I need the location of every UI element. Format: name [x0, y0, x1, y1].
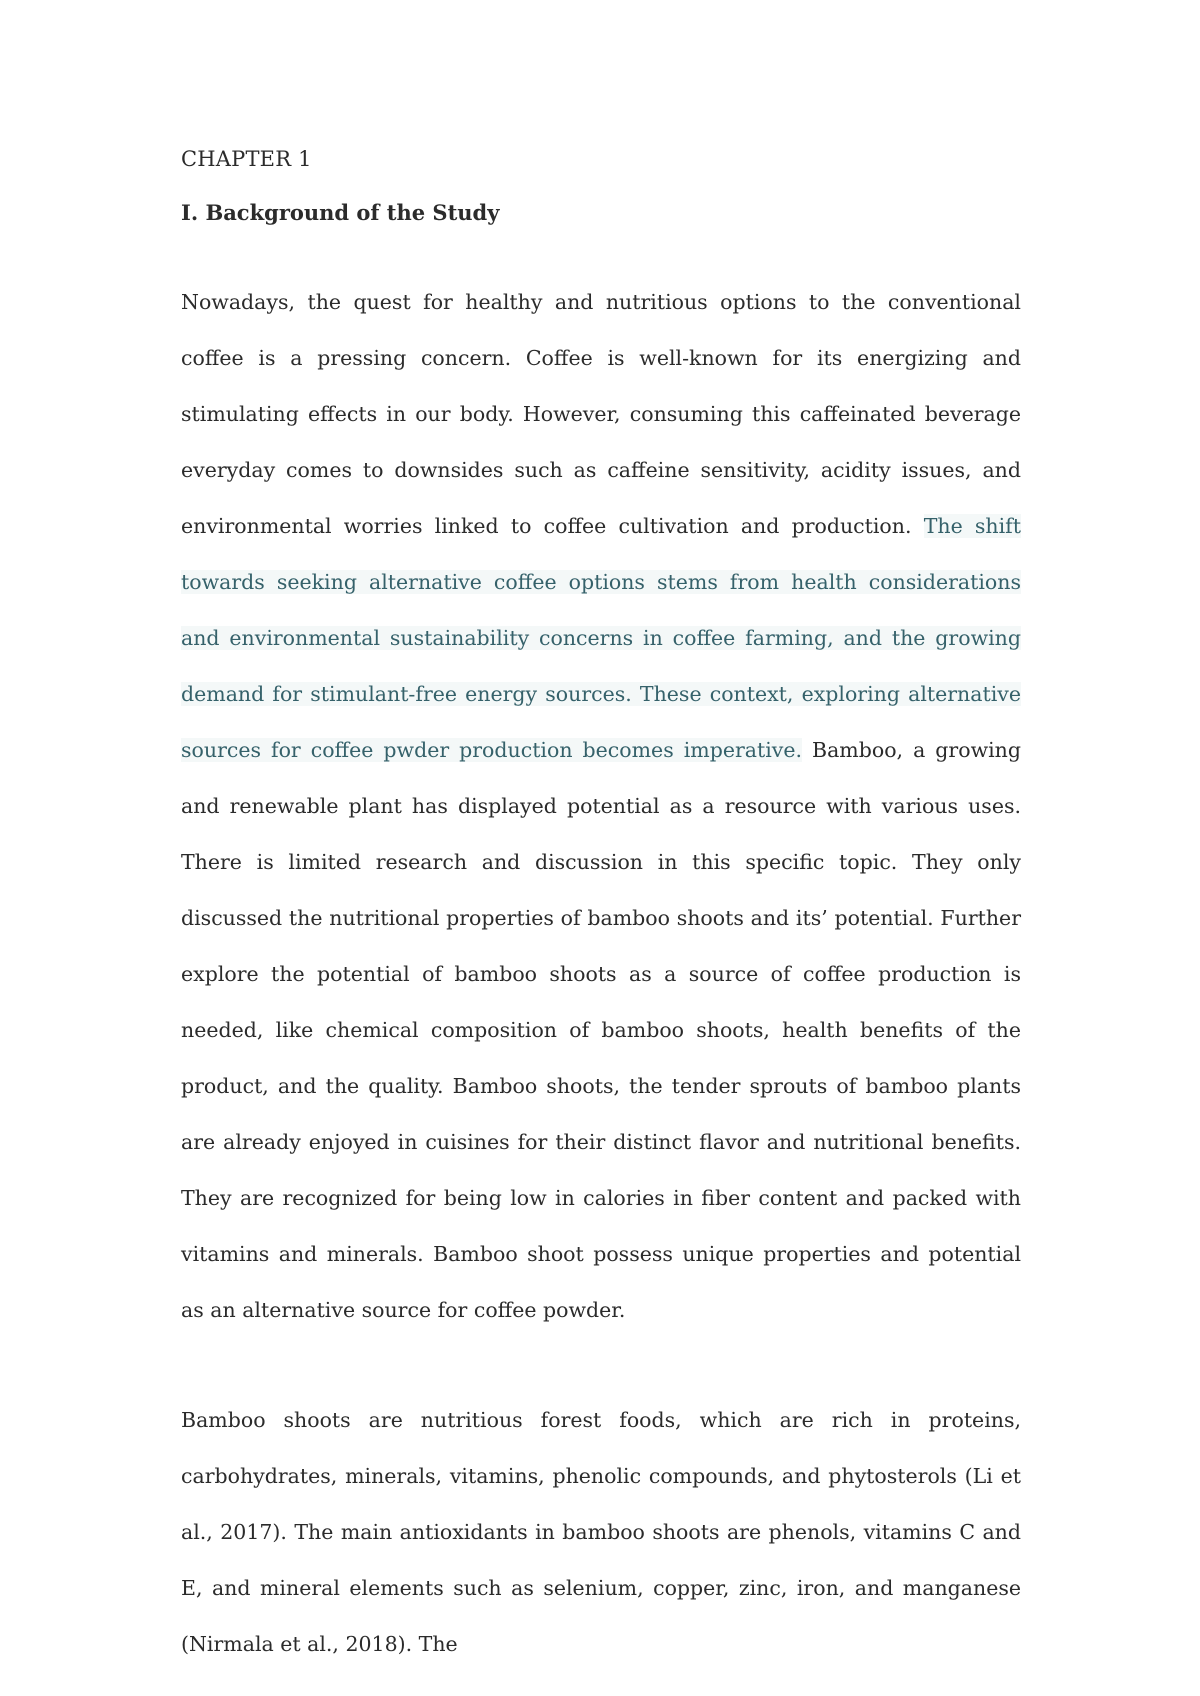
- section-heading: I. Background of the Study: [181, 200, 500, 225]
- chapter-label: CHAPTER 1: [181, 147, 312, 171]
- paragraph-background-2: [181, 1392, 1021, 1672]
- paragraph-1-text-a: Nowadays, the quest for healthy and nutritious options to the conventional coffee is a pressing concern. Coffee is well-known for its energizing and stimulating effects in our body. However, consuming this caffeinated beverage everyday comes to downsides such as caffeine sensitivity, acidity issues, and environmental worries linked to coffee cultivation and production.: [181, 290, 1021, 538]
- paragraph-background-1: [181, 274, 1021, 1338]
- paragraph-1-highlighted-text[interactable]: The shift towards seeking alternative coffee options stems from health considerations and environmental sustainability concerns in coffee farming, and the growing demand for stimulant-free energy sources. These context, exploring alternative sources for coffee pwder production becomes imperative.: [181, 514, 1021, 762]
- paragraph-2-text: Bamboo shoots are nutritious forest foods, which are rich in proteins, carbohydrates, minerals, vitamins, phenolic compounds, and phytosterols (Li et al., 2017). The main antioxidants in bamboo shoots are phenols, vitamins C and E, and mineral elements such as selenium, copper, zinc, iron, and manganese (Nirmala et al., 2018). The: [181, 1408, 1021, 1656]
- paragraph-1-text-b: Bamboo, a growing and renewable plant has displayed potential as a resource with various uses. There is limited research and discussion in this specific topic. They only discussed the nutritional properties of bamboo shoots and its’ potential. Further explore the potential of bamboo shoots as a source of coffee production is needed, like chemical composition of bamboo shoots, health benefits of the product, and the quality. Bamboo shoots, the tender sprouts of bamboo plants are already enjoyed in cuisines for their distinct flavor and nutritional benefits. They are recognized for being low in calories in fiber content and packed with vitamins and minerals. Bamboo shoot possess unique properties and potential as an alternative source for coffee powder.: [181, 738, 1021, 1322]
- page-content: [181, 142, 1021, 1672]
